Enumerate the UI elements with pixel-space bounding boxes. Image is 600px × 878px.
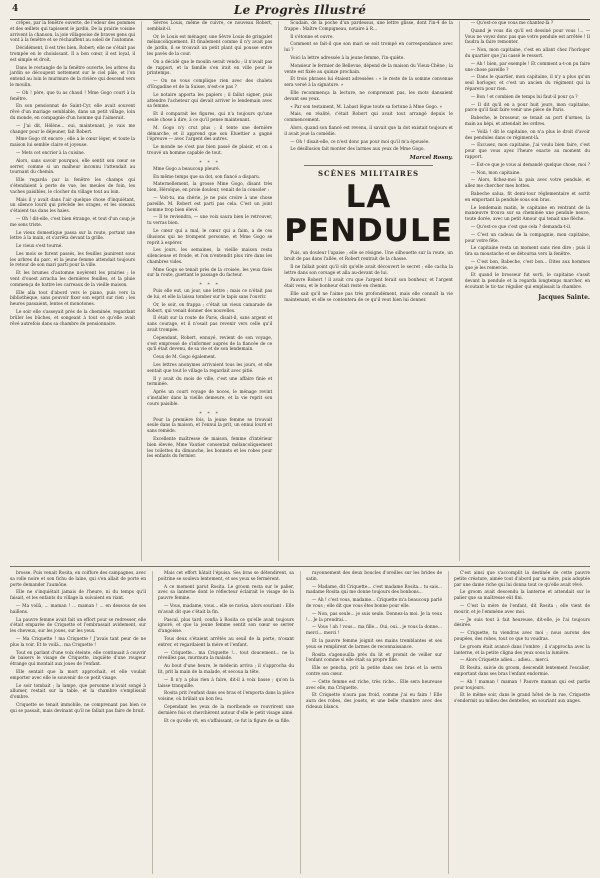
paragraph: Les mois se furent passés, les feuilles jaunirent sous les arbres du parc, et la jeune femme attendait toujours le retour de son mari parti pour la ville.: [10, 251, 136, 269]
serial-column-2: [152, 571, 294, 874]
serial-column-3: [300, 571, 442, 874]
paragraph: — Alors, fichez-moi la paix avec votre pendule, et allez me chercher mes bottes.: [464, 178, 590, 190]
paragraph: — Vous, madame, vous... elle se ravisa, alors souriant : Elle m'avait dit que c'était la fin.: [158, 603, 294, 615]
paragraph: Monsieur le fermier de Bellevue, dépend de la maison du Vieux-Chêne ; la vente est fixée au quinze prochain.: [284, 63, 453, 75]
paragraph: Puis, un douleur l'apaise ; elle se résigne. Une silhouette sur la route, un bruit de pas dans l'allée, et Robert rentrait de la chasse.: [284, 251, 453, 262]
paragraph: On a décidé que le moulin serait vendu ; il n'avait pas de rapport, et la famille s'en irait en ville pour le printemps.: [147, 59, 273, 77]
paragraph: — Alors Criquette adieu... adieu... merci.: [460, 658, 550, 664]
lower-section: [10, 566, 590, 874]
paragraph: — Qu'est-ce que c'est que cela ? demanda-t-il.: [470, 224, 572, 230]
serial-column-4: [448, 571, 590, 874]
section-separator: * * *: [199, 159, 220, 166]
paragraph: Il y avait du mois de ville, c'est une affaire finie et terminée.: [147, 376, 273, 388]
story-author: Marcel Rosny.: [409, 155, 453, 162]
paragraph: Pascal, plus tard, confia à Rosita ce qu'elle avait toujours ignoré, et que la jeune femme sentit son cœur se serrer d'angoisse.: [158, 617, 294, 635]
paragraph: Et quand le brosseur fut sorti, le capitaine s'assit devant la pendule et la regarda longtemps marcher, en écoutant le tic-tac régulier qui emplissait la chambre.: [464, 273, 590, 291]
paragraph: Pauvre Robert ! il avait cru que l'argent ferait son bonheur, et l'argent était venu, et le bonheur était resté en chemin.: [284, 278, 453, 290]
story-continuation: [284, 21, 453, 153]
paragraph: Et ce qu'elle vit, en s'affaissant, ce fut la figure de sa fille.: [164, 718, 291, 724]
paragraph: — C'est un cadeau de la compagnie, mon capitaine, pour votre fête.: [464, 232, 590, 244]
paragraph: — Non, mon capitaine, c'est en allant chez l'horloger du quartier que j'ai cassé le ressort.: [464, 48, 590, 59]
section-label: SCÈNES MILITAIRES: [317, 169, 420, 179]
paragraph: Le groom était avancé dans l'ombre ; il s'approcha avec la lanterne, et la petite cligna des yeux sous la lumière.: [454, 644, 590, 656]
paragraph: Mme Gogo se tenait près de la croisée, les yeux fixés sur la route, guettant le passage du facteur.: [147, 267, 273, 279]
paragraph: Le lendemain matin, le capitaine en rentrant de la manœuvre trouva sur sa cheminée une pendule neuve, toute dorée, avec un petit Amour qui tenait une flèche.: [464, 205, 590, 223]
paragraph: — Je suis tout à fait heureuse, dit-elle, je l'ai toujours désirée.: [454, 617, 590, 629]
column-1: [10, 21, 135, 561]
paragraph: Le vieux domestique passa sur la route, portant une lettre à la main, et s'arrêta devant la grille.: [10, 230, 136, 242]
paragraph: Alors, sans savoir pourquoi, elle sentit son cœur se serrer, comme si un malheur inconnu l'attendait au tournant du chemin.: [10, 158, 136, 176]
page-number: 4: [12, 4, 19, 14]
paragraph: — Il n'y a plus rien à faire, dit-il à voix basse ; qu'on la laisse tranquille.: [158, 677, 294, 689]
paragraph: Rosita prit l'enfant dans ses bras et l'emporta dans la pièce voisine, où brûlait un bon feu.: [158, 691, 294, 703]
paragraph: Le notaire apporta les papiers ; il fallut signer, puis attendre l'acheteur qui devait arriver le lendemain avec sa femme.: [147, 92, 273, 110]
paragraph: A ce moment parut Rosita. Le groom resta sur le palier, avec sa lanterne dont le réflecteur éclairait le visage de la pauvre femme.: [158, 584, 294, 602]
paragraph: Babeche salua, fit demi-tour réglementaire et sortit en emportant la pendule sous son bras.: [464, 191, 590, 203]
paragraph: — Mets cet encrier à la cuisine.: [16, 150, 86, 156]
paragraph: Mais il y avait dans l'air quelque chose d'inquiétant, un silence lourd qui précède les orages, et les oiseaux s'étaient tus dans les haies.: [10, 197, 136, 215]
paragraph: — C'est la mère de l'enfant, dit Rosita ; elle vient de mourir, et je l'emmène avec moi.: [454, 603, 590, 615]
paragraph: Le capitaine resta un moment sans rien dire ; puis il tira sa moustache et se détourna vers la fenêtre.: [464, 246, 590, 258]
article-opening: [284, 251, 453, 303]
paragraph: Cependant les yeux de la moribonde se rouvrirent une dernière fois et cherchèrent autour d'elle le petit visage aimé.: [158, 704, 294, 716]
article-headline: LA PENDULE: [284, 179, 453, 250]
paragraph: — Madame, dit Criquette... c'est madame Rosita... tu sais... madame Rosita qui me donne toujours des bonbons...: [306, 584, 442, 596]
section-separator: * * *: [199, 410, 220, 417]
paragraph: Et les brumes d'automne noyèrent les prairies ; le vent d'ouest arracha les dernières feuilles, et la pluie commença de battre les carreaux de la vieille maison.: [10, 271, 136, 288]
paragraph: Décidément, il est très bien, Robert; elle ne s'était pas trompée en le choisissant. Il a bon cœur, il est loyal, il est simple et droit.: [10, 46, 136, 63]
paragraph: — Cette femme est riche, très riche... Elle sera heureuse avec elle, ma Criquette.: [306, 679, 442, 691]
paragraph: — Vous ! ah ! vous... ma fille... Oui, oui... je vous la donne... merci... merci !: [306, 625, 442, 637]
paragraph: Le vieux s'est tourné.: [16, 244, 63, 250]
paragraph: Après un court voyage de noces, le ménage revint s'installer dans la vieille demeure, et la vie reprit son cours paisible.: [147, 390, 273, 407]
paragraph: Et il comparait les figures, qui n'a toujours qu'une seule chose à dire, à ce qu'il pense maintenant.: [147, 112, 273, 123]
paragraph: brosse. Puis venait Rosita, en coiffure des campagnes, avec sa rolle noire et son fichu de laine, qui s'en allait de porte en porte demander l'aumône.: [10, 571, 146, 588]
paragraph: — Criquette... ma Criquette !... tout doucement... ne la réveillez pas, murmura la malade.: [158, 650, 294, 662]
paragraph: Excellente maîtresse de maison, femme d'intérieur bien élevée, Mme Vautier consentait mélancoliquement les toilettes du dimanche, les bonnets et les robes pour les enfants du fermier.: [147, 437, 273, 460]
paragraph: Mme Gogo a beaucoup pleuré.: [153, 166, 221, 172]
paragraph: Et Criquette n'aura pas froid, comme j'ai eu faim ! Elle aura des robes, des jouets, et une belle chambre avec des rideaux blancs.: [306, 693, 442, 710]
paragraph: — Oh ! disait-elle, ce n'est donc pas pour moi qu'il m'a épousée.: [290, 139, 430, 145]
paragraph: Cependant, Robert, ennuyé, revient de son voyage, s'est empressé de s'informer auprès de la fiancée de ce qu'il était devenu, de sa vie et de son lendemain.: [147, 335, 273, 353]
paragraph: Mais cet effort hâtait l'épuisa. Ses bras se détendirent, sa poitrine se souleva lentement, et ses yeux se fermèrent.: [158, 571, 294, 582]
paragraph: — Criquette, tu viendras avec moi ; nous aurons des poupées, des robes, tout ce que tu voudras.: [454, 631, 590, 642]
paragraph: Comment se fait-il que son mari se soit trompé en correspondance avec lui ?: [284, 42, 453, 54]
paragraph: Le désillusion fait monter des larmes aux yeux de Mme Gogo.: [290, 147, 425, 153]
paragraph: — Excusez, mon capitaine, j'ai voulu bien faire, c'est pour que vous ayez l'heure exacte au moment du rapport.: [464, 143, 590, 160]
section-separator: * * *: [199, 282, 220, 289]
paragraph: Le cœur qui a mal, le cœur qui a faim, a de ces illusions qui ne trompent personne, et Mme Gogo se reprit à espérer.: [147, 228, 273, 246]
paragraph: La pauvre femme avait fait un effort pour se redresser, elle s'était emparée de Criquette et l'embrassait avidement, sur les cheveux, sur les joues, sur les yeux.: [10, 617, 146, 635]
paragraph: — Oh ! dit-elle, c'est bien étrange, et tout d'un coup je me sens triste.: [10, 216, 136, 228]
paragraph: Le monde ne s'est pas bien passé de plaisir, et on a trouvé un homme capable de tout.: [147, 145, 273, 156]
paragraph: En son pensionnat de Saint-Cyr, elle avait souvent rêvé d'un mariage semblable, dans un petit village, loin du monde, en compagnie d'un homme qui l'aimerait.: [10, 104, 136, 121]
paragraph: Tous deux s'étaient arrêtés au seuil de la porte, n'osant entrer, et regardaient la mère et l'enfant.: [158, 636, 294, 648]
paragraph: En même temps que sa dot, son fiancé a disparu.: [153, 174, 261, 180]
paragraph: Au bout d'une heure, le médecin arriva ; il s'approcha du lit, prit la main de la malade, et secoua la tête.: [158, 664, 294, 675]
paragraph: Dans le rectangle de la fenêtre ouverte, les arbres du jardin se découpent nettement sur le ciel pâle, et l'on entend au loin le murmure de la rivière qui descend vers le moulin.: [10, 65, 136, 88]
paragraph: Pour la première fois, la jeune femme se trouvait seule dans la maison, et l'ennui la prit, un ennui lourd et sans remède.: [147, 417, 273, 435]
paragraph: — Ah ! bien, par exemple ! Et comment a-t-on pu faire une chose pareille ?: [464, 61, 590, 73]
paragraph: Et le même soir, dans le grand hôtel de la rue, Criquette s'endormit au milieu des dentelles, en souriant aux anges.: [454, 693, 590, 705]
page-header: [10, 3, 590, 20]
paragraph: Babeche, le brosseur, se tenait au port d'armes, la main au képi, et attendait les ordres.: [464, 116, 590, 127]
paragraph: — J'ai dit, Hélène... oui, maintenant, je vais me changer pour le déjeuner, fait Robert.: [10, 123, 136, 135]
paragraph: Elle sentait que la mort approchait, et elle voulait emporter avec elle le souvenir de ce petit visage.: [10, 669, 146, 681]
paragraph: Le soir tombait ; la lampe, que personne n'avait songé à allumer, restait sur la table, et la chambre s'emplissait d'ombre.: [10, 683, 146, 701]
paragraph: Voici la lettre adressée à la jeune femme, l'in-quiète.: [290, 55, 405, 61]
paragraph: — On ne vous complique rien avec des chalets d'Engadine et de la Suisse, n'est-ce pas ?: [147, 79, 273, 90]
column-2: [141, 21, 272, 561]
paragraph: — Voilà ! dit le capitaine, on n'a plus le droit d'avoir des pendules dans ce régiment-là.: [464, 129, 590, 141]
paragraph: — Oh ! père, que tu as chaud ! Mme Gogo court à la fenêtre.: [10, 90, 136, 102]
paragraph: Et Rosita, suivie du groom, descendit lentement l'escalier, emportant dans ses bras l'enfant endormie.: [454, 666, 590, 677]
article-signature: Jacques Sainte.: [538, 293, 590, 301]
paragraph: — Il dit qu'il en a pour huit jours, mon capitaine, parce qu'il faut faire venir une pièce de Paris.: [464, 102, 590, 114]
paragraph: — Est-ce que je vous ai demandé quelque chose, moi ?: [470, 162, 590, 168]
paragraph: rayonnement des deux boucles d'oreilles sur les brides de satin.: [306, 571, 442, 582]
paragraph: Puis elle eut, un jour, une lettre ; mais ce n'était pas de lui, et elle la laissa tomber sur le tapis sans l'ouvrir.: [147, 289, 273, 301]
paragraph: — Bon ! et combien de temps lui faut-il pour ça ?: [470, 94, 578, 100]
paragraph: Quand je vous dis qu'il est dessiné pour vous !... — Vous ne voyez donc pas que votre pendule est arrêtée ! Il faudra la faire remonter.: [464, 28, 590, 46]
paragraph: Le groom avait descendu la lanterne et attendait sur le palier que sa maîtresse eût fini.: [454, 590, 590, 602]
paragraph: Maternellement, la grosse Mme Gogo, disant très bien, Héroïque, en proie douleur, venait de la consoler :: [147, 182, 273, 194]
paragraph: Les jours, les semaines, la vieille maison resta silencieuse et froide, et l'on n'entendit plus rire dans les chambres vides.: [147, 248, 273, 265]
paragraph: Il était sur la route de Paris, disait-il, sans argent et sans courage, et il n'osait pas revenir vers celle qu'il avait trompée.: [147, 316, 273, 334]
paragraph: Elle sait qu'il ne l'aime pas très profondément, mais elle connaît la vie maintenant, et elle se contentera de ce qu'il veut bien lui donner.: [284, 291, 453, 303]
paragraph: Les lettres anonymes arrivaient tous les jours, et elle sentait que tout le village la regardait avec pitié.: [147, 363, 273, 374]
paragraph: Alors, quand son fiancé est revenu, il savait que la dot existait toujours et il avait joué la comédie.: [284, 125, 453, 137]
paragraph: M. Gogo n'y crut plus ; il tente une dernière démarche, et il apprend que son Eluettier a gagné l'épreuve — avec l'argent des autres.: [147, 125, 273, 143]
paragraph: Mais, en réalité, c'était Robert qui avait tout arrangé depuis le commencement.: [284, 112, 453, 124]
paragraph: crêpes, par la fenêtre ouverte, de l'odeur des pommes et des œillets qui tapissent le jardin. De la prairie voisine arrivent la chanson, la joie villageoise de braves gens qui vont à la fenêtre et se réchauffent au soleil de l'automne.: [10, 21, 136, 44]
paragraph: Et la pauvre femme joignit ses mains tremblantes et ses yeux se remplirent de larmes de reconnaissance.: [306, 638, 442, 650]
paragraph: Scudain, de la poche d'un pardessus, une lettre glisse, dont l'in-4 de la frappe : Maître Compigneau, notaire à R...: [284, 21, 453, 32]
paragraph: Rosita s'agenouilla près du lit et promit de veiller sur l'enfant comme si elle était sa propre fille.: [306, 652, 442, 664]
paragraph: Or, le Louis est ménager, une Sèvre Louis de gringalet mélancoliquement. Et finalement comme il n'y avait pas de jardin, il se trouvait un petit plant qui pousse entre les pavés de la cour.: [147, 34, 273, 57]
masthead-title: Le Progrès Illustré: [233, 3, 367, 17]
paragraph: Il ne fallait point qu'il sût qu'elle avait découvert le secret ; elle cacha la lettre dans son corsage et alla au-devant de lui.: [284, 264, 453, 276]
paragraph: — Non, pas seule... je suis seule. Donnez-la moi. Je la veux !... Je la prendrai...: [306, 611, 442, 623]
paragraph: — C'est bon, Babeche, c'est bon... Dites aux hommes que je les remercie.: [464, 259, 590, 271]
paragraph: Le soir elle s'asseyait près de la cheminée, regardant brûler les bûches, et songeant à tout ce qu'elle avait rêvé autrefois dans sa chambre de pensionnaire.: [10, 310, 136, 327]
paragraph: — Dans le quartier, mon capitaine, il n'y a plus qu'un seul horloger, et c'est un ancien du régiment qui la réparera pour rien.: [464, 75, 590, 92]
paragraph: Ceux de M. Gogo également.: [153, 355, 217, 361]
paragraph: — Ma Criquette ! ma Criquette ! J'avais tant peur de ne plus la voir. Et te voilà... ma Criquette !: [10, 636, 146, 648]
paragraph: — Il te reviendra, — une voix saura bien le retrouver, tu verras bien.: [147, 215, 273, 227]
paragraph: Or, le soir, on frappa ; c'était un vieux camarade de Robert, qui venait donner des nouvelles.: [147, 302, 273, 314]
paragraph: Et trois phrases lui étaient adressées : « le reste de la somme convenue sera versé à la signature. »: [284, 77, 453, 89]
paragraph: Elle regarda par la fenêtre les champs qui s'étendaient à perte de vue, les meules de foin, les vaches paisibles, le clocher du village tout au loin.: [10, 178, 136, 195]
section-divider: [304, 165, 433, 166]
paragraph: Mme Gogo rit encore ; elle a le cœur léger, et toute la maison lui semble claire et joyeuse.: [10, 137, 136, 149]
paragraph: Elle alla tout d'abord vers le piano, puis vers la bibliothèque, sans pouvoir fixer son esprit sur rien ; les heures passaient, lentes et monotones.: [10, 290, 136, 308]
paragraph: « Par son testament, M. Labast lègue toute sa fortune à Mme Gogo. »: [290, 104, 443, 110]
paragraph: — Ah ! maman ! maman ! Pauvre maman qui est partie pour toujours.: [454, 679, 590, 691]
paragraph: — Ah ! c'est vous, madame... Criquette m'a beaucoup parlé de vous ; elle dit que vous êtes bonne pour elle.: [306, 598, 442, 609]
paragraph: Tout en parlant d'une voix éteinte, elle continuait à couvrir de baisers le visage de Criquette, inquiète d'une rougeur étrange qui montait aux joues de l'enfant.: [10, 650, 146, 668]
paragraph: Elle recommença la lecture, ne comprenant pas, les mots dansaient devant ses yeux.: [284, 90, 453, 102]
paragraph: — Voit-tu, ma chérie, je ne puis croire à une chose pareille. M. Robert est parti pas cela. C'est un joint homme trop bien élevé.: [147, 195, 273, 213]
paragraph: — Qu'est-ce que vous me chantez-là ?: [470, 21, 554, 26]
upper-section: [10, 21, 590, 561]
paragraph: Criquette se tenait immobile, ne comprenant pas bien ce qui se passait, mais devinant qu'il ne fallait pas faire de bruit.: [10, 702, 146, 714]
paragraph: Elle se pencha, prit la petite dans ses bras et la serra contre son cœur.: [306, 666, 442, 677]
paragraph: Sèvres Louis, même de cuivre, ce nouveau Robert, semblait-il.: [147, 21, 273, 32]
column-4: [459, 21, 590, 561]
paragraph: Il s'étonne et ouvre.: [290, 34, 334, 40]
paragraph: Elle ne s'inquiétait jamais de l'heure, ni du temps qu'il faisait, et les enfants du village la suivaient en riant.: [10, 590, 146, 602]
article-body: [465, 21, 590, 291]
serial-column-1: [10, 571, 146, 874]
paragraph: — Ma voilà, ... maman ! ... maman ! ... en dessous de ses haillons.: [10, 603, 146, 615]
paragraph: C'est ainsi que s'accomplit la destinée de cette pauvre petite créature, aimée tout d'abord par sa mère, puis adoptée par une dame riche qui lui donna tout ce qu'elle avait rêvé.: [454, 571, 590, 588]
paragraph: — Non, mon capitaine.: [470, 170, 521, 176]
column-3: [278, 21, 453, 561]
